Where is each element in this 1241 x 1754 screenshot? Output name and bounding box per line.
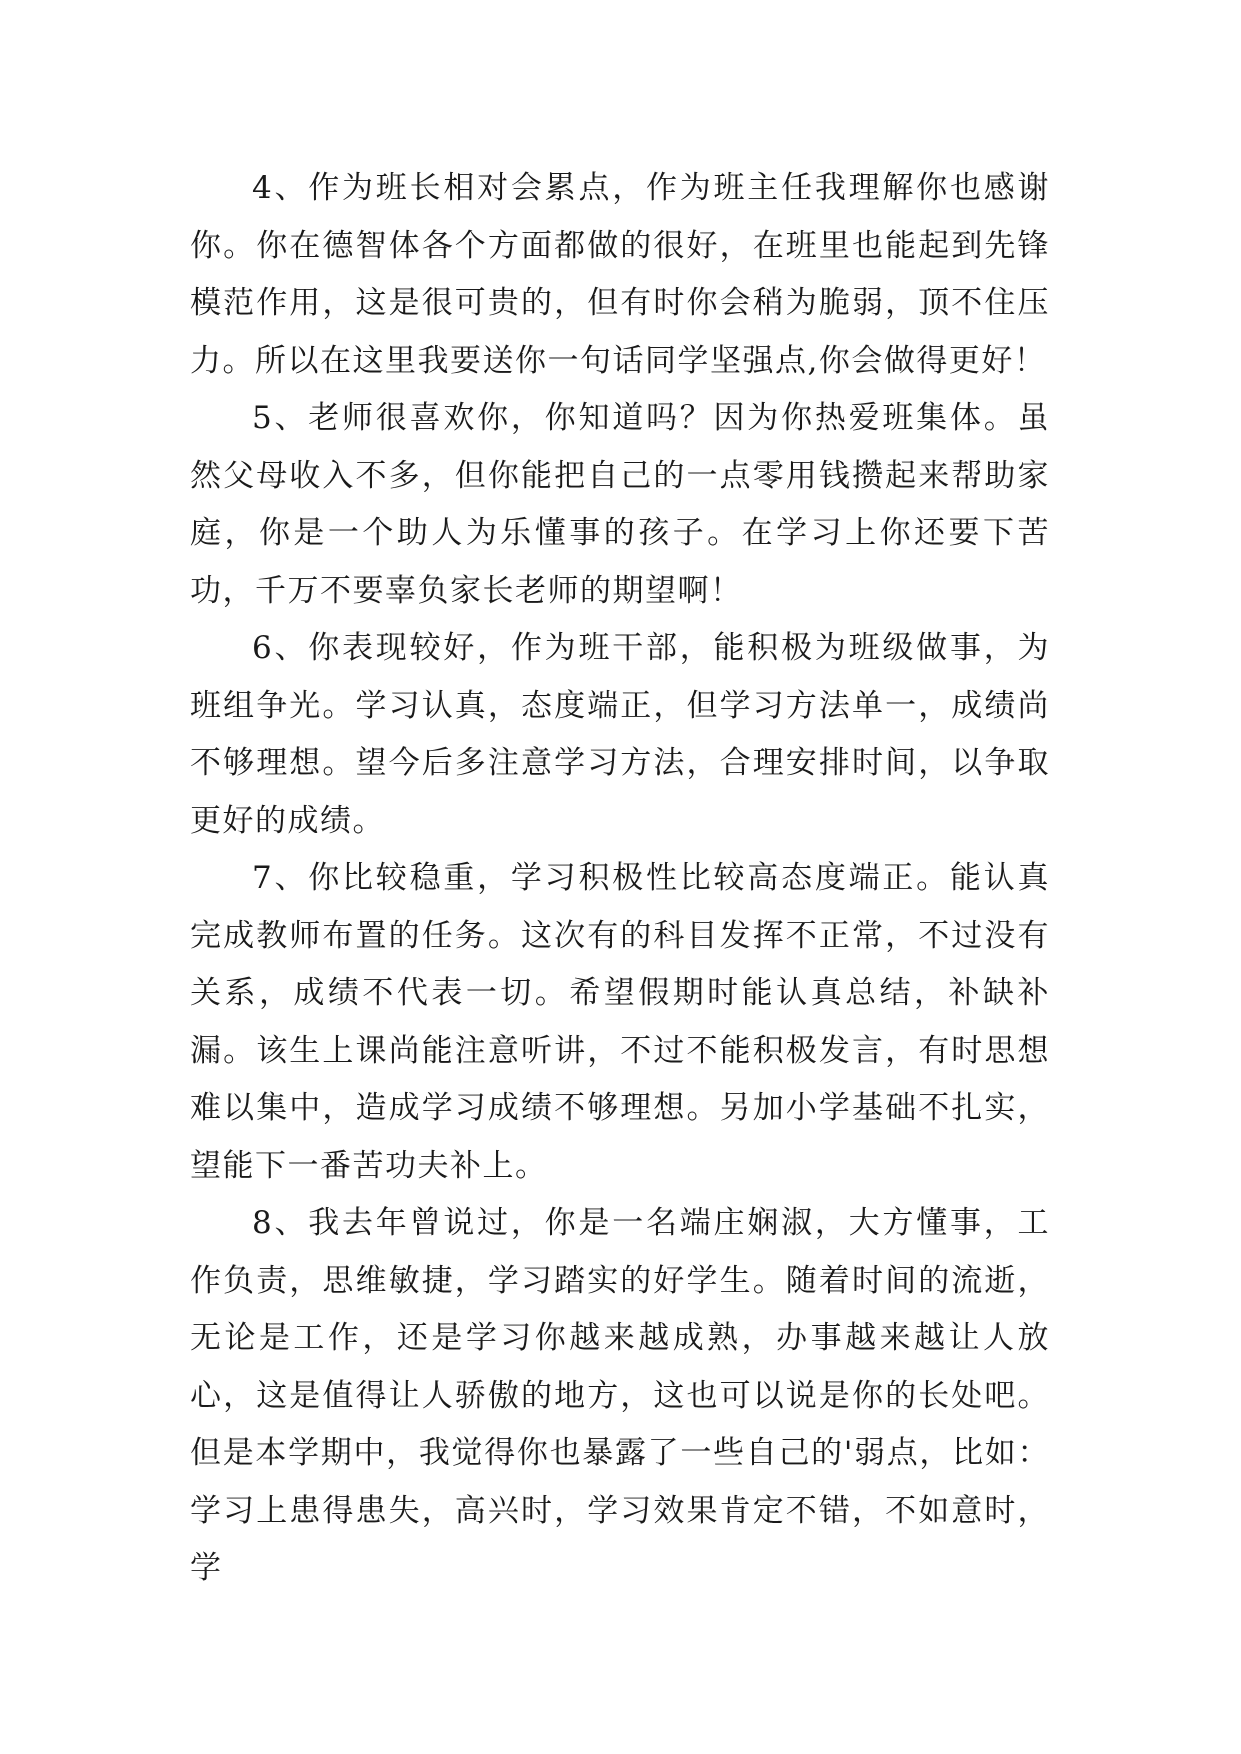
comment-paragraph-8: 8、我去年曾说过，你是一名端庄娴淑，大方懂事，工作负责，思维敏捷，学习踏实的好学生。随着时间的流逝，无论是工作，还是学习你越来越成熟，办事越来越让人放心，这是值得让人骄傲的地方，这也可以说是你的长处吧。但是本学期中，我觉得你也暴露了一些自己的'弱点，比如：学习上患得患失，高兴时，学习效果肯定不错，不如意时，学: [190, 1205, 1050, 1586]
comment-paragraph-7: 7、你比较稳重，学习积极性比较高态度端正。能认真完成教师布置的任务。这次有的科目发挥不正常，不过没有关系，成绩不代表一切。希望假期时能认真总结，补缺补漏。该生上课尚能注意听讲，不过不能积极发言，有时思想难以集中，造成学习成绩不够理想。另加小学基础不扎实，望能下一番苦功夫补上。: [190, 860, 1050, 1184]
comment-paragraph-5: 5、老师很喜欢你，你知道吗？因为你热爱班集体。虽然父母收入不多，但你能把自己的一点零用钱攒起来帮助家庭，你是一个助人为乐懂事的孩子。在学习上你还要下苦功，千万不要辜负家长老师的期望啊！: [190, 400, 1050, 609]
document-body: [190, 160, 1050, 1598]
comment-paragraph-4: 4、作为班长相对会累点，作为班主任我理解你也感谢你。你在德智体各个方面都做的很好，在班里也能起到先锋模范作用，这是很可贵的，但有时你会稍为脆弱，顶不住压力。所以在这里我要送你一句话同学坚强点,你会做得更好！: [190, 170, 1050, 379]
comment-paragraph-6: 6、你表现较好，作为班干部，能积极为班级做事，为班组争光。学习认真，态度端正，但学习方法单一，成绩尚不够理想。望今后多注意学习方法，合理安排时间，以争取更好的成绩。: [190, 630, 1050, 839]
